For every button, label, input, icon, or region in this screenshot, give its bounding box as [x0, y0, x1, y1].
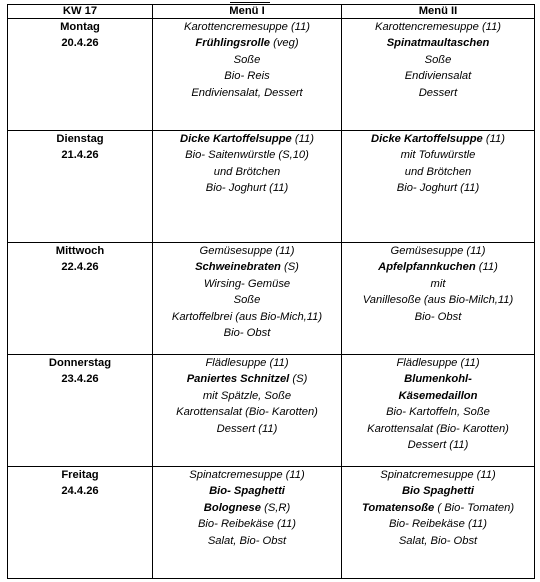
dish-note: Bio- Obst: [223, 327, 271, 340]
day-cell: [8, 131, 153, 243]
dish-note: Bio- Reibekäse (11): [388, 518, 488, 531]
menu-line: [153, 131, 341, 147]
day-cell: [8, 355, 153, 467]
header-row: [8, 5, 535, 19]
dish-note: Salat, Bio- Obst: [398, 534, 478, 547]
menu-line: [153, 19, 341, 35]
menu-line: [153, 388, 341, 404]
menu2-cell: [342, 19, 535, 131]
day-name: Montag: [60, 21, 100, 33]
dish-note: Dessert: [418, 86, 458, 99]
menu-line: [342, 147, 534, 163]
clipped-top-line: [230, 0, 270, 3]
menu-line: [153, 421, 341, 437]
menu-line: [153, 147, 341, 163]
menu-line: [342, 131, 534, 147]
menu-line: [342, 259, 534, 275]
dish-note: Kartoffelbrei (aus Bio-Mich,11): [171, 310, 323, 323]
menu-line: [153, 164, 341, 180]
menu-line: [342, 483, 534, 499]
dish-note: (S): [280, 261, 299, 274]
dish-note: Karottensalat (Bio- Karotten): [176, 406, 318, 419]
dish-name: Blumenkohl-: [404, 373, 472, 386]
dish-name: Paniertes Schnitzel: [186, 373, 290, 386]
dish-note: Bio- Reis: [224, 70, 270, 83]
dish-note: Endiviensalat, Dessert: [191, 86, 303, 99]
menu-line: [342, 19, 534, 35]
menu-line: [153, 292, 341, 308]
menu-line: [153, 180, 341, 196]
dish-note: Soße: [233, 294, 261, 307]
day-date: 20.4.26: [61, 37, 99, 50]
dish-note: (11): [482, 133, 505, 145]
dish-note: Bio- Saitenwürstle (S,10): [185, 149, 309, 162]
menu2-cell: [342, 355, 535, 467]
dish-name: Käsemedaillon: [398, 389, 478, 402]
dish-note: Karottencremesuppe (11): [374, 21, 502, 33]
dish-name: Schweinebraten: [195, 261, 281, 274]
day-row: [8, 19, 535, 131]
dish-note: Bio- Obst: [414, 310, 462, 323]
dish-note: Gemüsesuppe (11): [199, 245, 295, 257]
menu-line: [153, 243, 341, 259]
dish-note: Karottensalat (Bio- Karotten): [367, 422, 509, 435]
dish-note: (11): [291, 133, 314, 145]
menu-table: [7, 4, 535, 579]
day-cell: [8, 19, 153, 131]
dish-note: Soße: [424, 53, 452, 66]
dish-note: ( Bio- Tomaten): [434, 501, 515, 514]
menu-line: [342, 180, 534, 196]
day-row: [8, 467, 535, 579]
menu-line: [342, 68, 534, 84]
dish-note: Wirsing- Gemüse: [203, 277, 291, 290]
menu1-cell: [153, 19, 342, 131]
menu1-cell: [153, 355, 342, 467]
menu-line: [342, 35, 534, 51]
dish-name: Bolognese: [203, 501, 261, 514]
day-row: [8, 131, 535, 243]
dish-note: Bio- Joghurt (11): [205, 182, 289, 195]
menu-line: [153, 371, 341, 387]
dish-note: Spinatcremesuppe (11): [189, 469, 305, 481]
menu-line: [342, 516, 534, 532]
menu1-cell: [153, 131, 342, 243]
menu1-header: Menü I: [153, 5, 342, 19]
menu-line: [342, 276, 534, 292]
dish-name: Dicke Kartoffelsuppe: [371, 133, 483, 145]
dish-note: Salat, Bio- Obst: [207, 534, 287, 547]
menu-line: [342, 421, 534, 437]
day-cell: [8, 243, 153, 355]
menu-line: [153, 85, 341, 101]
dish-note: Vanillesoße (aus Bio-Milch,11): [362, 294, 514, 307]
dish-note: Flädlesuppe (11): [205, 357, 289, 369]
dish-name: Dicke Kartoffelsuppe: [180, 133, 292, 145]
dish-note: Bio- Reibekäse (11): [197, 518, 297, 531]
menu-line: [153, 500, 341, 516]
dish-note: Bio- Joghurt (11): [396, 182, 480, 195]
dish-name: Bio- Spaghetti: [209, 485, 285, 498]
dish-note: und Brötchen: [213, 165, 281, 178]
menu-line: [153, 404, 341, 420]
menu-line: [342, 85, 534, 101]
dish-note: (S): [289, 373, 308, 386]
dish-note: Soße: [233, 53, 261, 66]
dish-note: Flädlesuppe (11): [396, 357, 480, 369]
menu-line: [153, 325, 341, 341]
menu-line: [342, 52, 534, 68]
day-cell: [8, 467, 153, 579]
menu-line: [342, 388, 534, 404]
menu1-cell: [153, 467, 342, 579]
menu-line: [153, 516, 341, 532]
menu-line: [342, 500, 534, 516]
day-row: [8, 243, 535, 355]
menu2-cell: [342, 467, 535, 579]
menu-line: [153, 68, 341, 84]
menu-line: [342, 404, 534, 420]
menu-line: [342, 437, 534, 453]
menu-line: [342, 164, 534, 180]
menu-line: [153, 35, 341, 51]
dish-note: Spinatcremesuppe (11): [380, 469, 496, 481]
menu-line: [153, 467, 341, 483]
dish-name: Apfelpfannkuchen: [378, 261, 476, 274]
dish-note: Endiviensalat: [404, 70, 472, 83]
menu-line: [153, 259, 341, 275]
menu-line: [342, 355, 534, 371]
dish-note: Karottencremesuppe (11): [183, 21, 311, 33]
day-name: Donnerstag: [48, 357, 112, 369]
menu-line: [342, 309, 534, 325]
dish-note: (11): [475, 261, 498, 274]
day-date: 22.4.26: [61, 261, 99, 274]
menu-line: [153, 355, 341, 371]
dish-note: (veg): [269, 37, 299, 50]
week-header: KW 17: [8, 5, 153, 19]
dish-note: Bio- Kartoffeln, Soße: [386, 406, 490, 419]
dish-name: Spinatmaultaschen: [386, 37, 490, 50]
menu-line: [342, 243, 534, 259]
menu-line: [342, 467, 534, 483]
dish-note: Dessert (11): [216, 422, 278, 435]
menu1-cell: [153, 243, 342, 355]
dish-name: Tomatensoße: [361, 501, 435, 514]
dish-name: Frühlingsrolle: [195, 37, 270, 50]
menu-line: [342, 371, 534, 387]
day-date: 24.4.26: [61, 485, 99, 498]
menu2-cell: [342, 131, 535, 243]
dish-note: (S,R): [260, 501, 291, 514]
menu-line: [342, 533, 534, 549]
menu-line: [342, 292, 534, 308]
day-row: [8, 355, 535, 467]
dish-name: Bio Spaghetti: [401, 485, 475, 498]
day-date: 21.4.26: [61, 149, 99, 162]
menu-line: [153, 309, 341, 325]
dish-note: mit Tofuwürstle: [400, 149, 476, 162]
dish-note: mit: [430, 277, 446, 290]
dish-note: mit Spätzle, Soße: [202, 389, 292, 402]
menu-line: [153, 276, 341, 292]
menu-line: [153, 533, 341, 549]
dish-note: und Brötchen: [404, 165, 472, 178]
day-date: 23.4.26: [61, 373, 99, 386]
day-name: Freitag: [61, 469, 99, 481]
dish-note: Gemüsesuppe (11): [390, 245, 486, 257]
menu2-cell: [342, 243, 535, 355]
day-name: Dienstag: [56, 133, 104, 145]
menu2-header: Menü II: [342, 5, 535, 19]
dish-note: Dessert (11): [407, 439, 469, 452]
menu-line: [153, 483, 341, 499]
day-name: Mittwoch: [55, 245, 105, 257]
menu-line: [153, 52, 341, 68]
